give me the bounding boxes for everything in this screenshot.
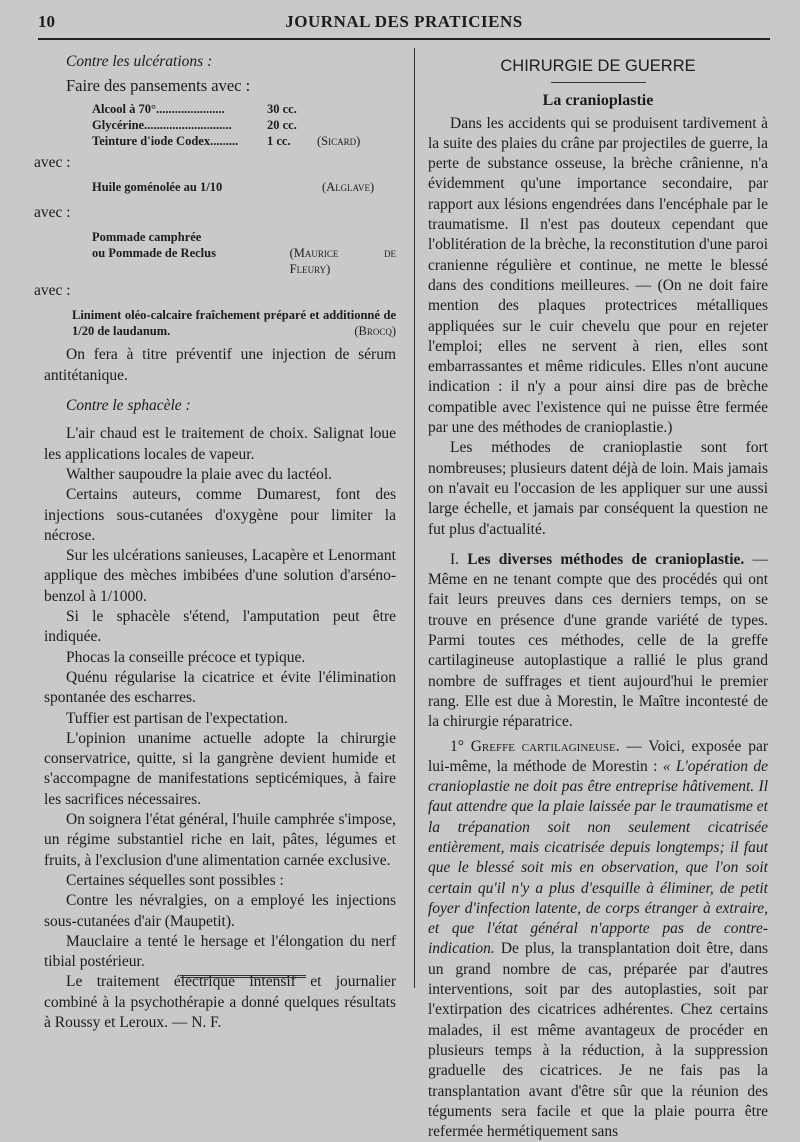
graft-paragraph (428, 737, 768, 1142)
section-title: CHIRURGIE DE GUERRE (428, 56, 768, 76)
graft-label: 1° Greffe cartilagineuse. (450, 738, 620, 755)
rx3-author: (Maurice de Fleury) (290, 245, 396, 277)
graft-rest: De plus, la transplantation doit être, dans un grand nombre de cas, préparée par d'autres interventions, soit par des autoplasties, soit par l'extirpation des cicatrices adhérentes. Chez certains malades, il est même avantageux de procéder en plusieurs temps à la réduction, à la suppression graduelle des cicatrices. Je ne fais pas la transplantation avant d'être sûr que la réunion des téguments sera facile et que la plaie pourra être refermée hermétiquement sans (428, 940, 768, 1140)
paragraph: Le traitement électrique intensif et journalier combiné à la psychothérapie a donné quelques résultats à Roussy et Leroux. — N. F. (44, 972, 396, 1033)
avec-3: avec : (34, 281, 396, 301)
paragraph: Phocas la conseille précoce et typique. (44, 648, 396, 668)
rx2-text: Huile goménolée au 1/10 (44, 179, 322, 195)
graft-intro: — Voici, exposée par lui-même, la méthode de Morestin : (428, 738, 768, 775)
section-1-paragraph (428, 550, 768, 733)
end-rule (180, 975, 306, 978)
rx1-line1-qty: 30 cc. (267, 101, 317, 117)
paragraph: Certains auteurs, comme Dumarest, font des injections sous-cutanées d'oxygène pour limiter la nécrose. (44, 485, 396, 546)
paragraph: Contre les névralgies, on a employé les injections sous-cutanées d'air (Maupetit). (44, 891, 396, 932)
rx1-line1-name: Alcool à 70°...................... (44, 101, 267, 117)
header-rule (38, 38, 770, 40)
sphacele-heading: Contre le sphacèle : (44, 396, 396, 416)
rx4-author: (Brocq) (44, 323, 396, 339)
rx1-line3-name: Teinture d'iode Codex......... (44, 133, 267, 149)
page-number: 10 (38, 12, 55, 32)
paragraph: Les méthodes de cranioplastie sont fort nombreuses; plusieurs datent déjà de loin. Mais jamais on n'avait eu l'occasion de les appliquer sur une aussi large échelle, et jamais par conséquent la question ne fut plus d'actualité. (428, 438, 768, 539)
column-divider (414, 48, 415, 988)
rx4-text: Liniment oléo-calcaire fraîchement préparé et additionné de 1/20 de laudanum. (44, 307, 396, 339)
paragraph: Tuffier est partisan de l'expectation. (44, 709, 396, 729)
left-column (44, 52, 396, 1033)
serum-paragraph: On fera à titre préventif une injection de sérum antitétanique. (44, 345, 396, 386)
graft-quote: « L'opération de cranioplastie ne doit pas être entreprise hâtivement. Il faut attendre que la plaie laissée par le traumatisme et la trépanation soit non seulement cicatrisée entièrement, mais cicatrisée depuis longtemps; il faut que le blessé soit mis en observation, que l'on soit certain qu'il n'y a plus d'esquille à éliminer, de petit foyer d'infection latente, de corps étranger à extraire, et que l'état général n'apporte pas de contre-indication. (428, 758, 768, 958)
paragraph: Certaines séquelles sont possibles : (44, 871, 396, 891)
rx3-line1: Pommade camphrée (44, 229, 322, 245)
ulcer-heading: Contre les ulcérations : (44, 52, 396, 72)
avec-1: avec : (34, 153, 396, 173)
section-number: I. (450, 551, 459, 568)
journal-title: JOURNAL DES PRATICIENS (38, 12, 770, 32)
paragraph: Sur les ulcérations sanieuses, Lacapère et Lenormant applique des mèches imbibées d'une solution d'arséno-benzol à 1/1000. (44, 546, 396, 607)
paragraph: L'air chaud est le traitement de choix. Salignat loue les applications locales de vapeur. (44, 424, 396, 465)
dressing-intro: Faire des pansements avec : (44, 76, 396, 96)
rx1-line3-qty: 1 cc. (267, 133, 317, 149)
paragraph: On soignera l'état général, l'huile camphrée s'impose, un régime substantiel riche en lait, pâtes, légumes et fruits, à l'exclusion d'une alimentation carnée exclusive. (44, 810, 396, 871)
article-title: La cranioplastie (428, 91, 768, 111)
paragraph: L'opinion unanime actuelle adopte la chirurgie conservatrice, quitte, si la gangrène devient humide et s'accompagne de manifestations septicémiques, à faire les sacrifices nécessaires. (44, 729, 396, 810)
rx2-author: (Alglave) (322, 179, 374, 195)
right-column (428, 52, 768, 1142)
paragraph: Quénu régularise la cicatrice et évite l'élimination spontanée des escharres. (44, 668, 396, 709)
page-header (38, 8, 770, 36)
paragraph: Dans les accidents qui se produisent tardivement à la suite des plaies du crâne par projectiles de guerre, la perte de substance osseuse, la brèche crânienne, n'a évidemment qu'une importance secondaire, par rapport aux lésions engendrées dans l'encéphale par le traumatisme. Il n'est pas douteux cependant que l'oblitération de la brèche, la reconstitution d'une paroi cranienne régulière et continue, ne mette le blessé dans des conditions meilleures. — (On ne doit faire mention des plaques protectrices métalliques appliquées sur le cuir chevelu que pour en rejeter l'emploi; elles ne servent à rien, elles sont embarrassantes et même ridicules. Elles n'ont aucune indication : il n'y a pour ainsi dire pas de brèche compatible avec l'existence qui ne puisse être fermée par une des méthodes de cranioplastie.) (428, 114, 768, 439)
rx3-line2: ou Pommade de Reclus (44, 245, 290, 277)
rx1-line2-qty: 20 cc. (267, 117, 317, 133)
paragraph: Mauclaire a tenté le hersage et l'élongation du nerf tibial postérieur. (44, 932, 396, 973)
paragraph: Si le sphacèle s'étend, l'amputation peut être indiquée. (44, 607, 396, 648)
avec-2: avec : (34, 203, 396, 223)
section-heading: Les diverses méthodes de cranioplastie. (467, 551, 744, 568)
title-rule (551, 82, 646, 83)
rx1-author: (Sicard) (317, 133, 360, 149)
section-text: — Même en ne tenant compte que des procédés qui ont fait leurs preuves dans ces derniers temps, on se trouve en présence d'une grande variété de types. Parmi toutes ces méthodes, celle de la greffe cartilagineuse autoplastique a rallié le plus grand nombre de suffrages et tient aujourd'hui le premier rang. Elle est due à Morestin, le Maître incontesté de la chirurgie réparatrice. (428, 551, 768, 730)
prescription-1 (44, 101, 396, 149)
paragraph: Walther saupoudre la plaie avec du lactéol. (44, 465, 396, 485)
rx1-line2-name: Glycérine............................ (44, 117, 267, 133)
